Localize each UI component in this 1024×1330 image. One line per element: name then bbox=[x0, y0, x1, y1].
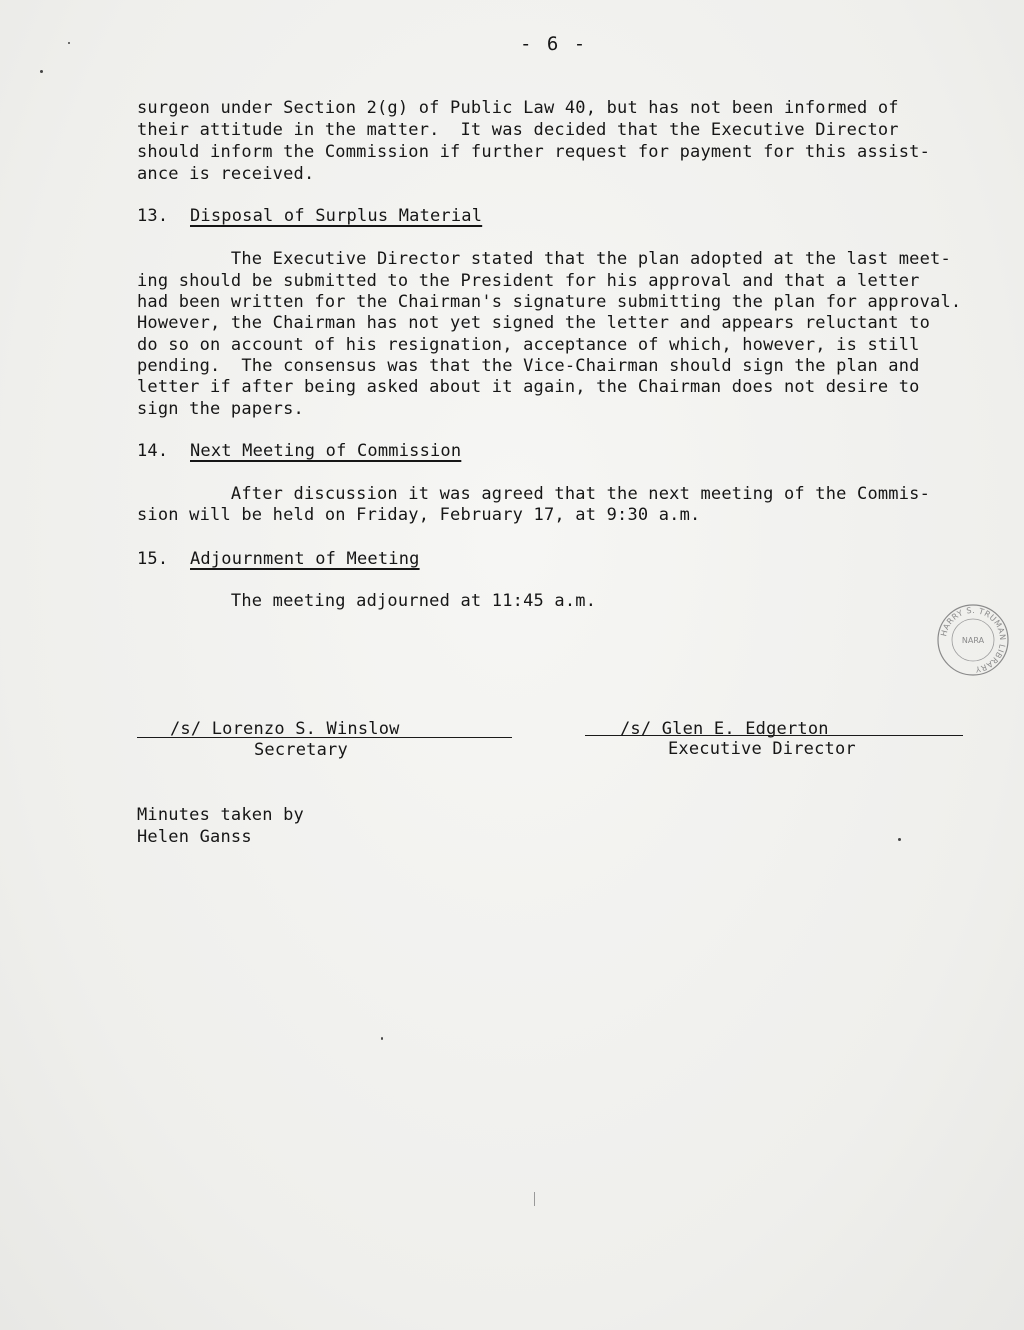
right-signature-name: /s/ Glen E. Edgerton bbox=[620, 719, 829, 739]
page-number: - 6 - bbox=[520, 33, 588, 55]
section-13-line-7: letter if after being asked about it again, the Chairman does not desire to bbox=[137, 377, 920, 397]
section-13-line-2: ing should be submitted to the President for his approval and that a letter bbox=[137, 271, 920, 291]
section-15-line-1: The meeting adjourned at 11:45 a.m. bbox=[137, 591, 597, 611]
left-signature-line bbox=[137, 737, 512, 738]
section-14-line-1: After discussion it was agreed that the next meeting of the Commis- bbox=[137, 484, 931, 504]
section-13-line-4: However, the Chairman has not yet signed the letter and appears reluctant to bbox=[137, 313, 931, 333]
left-signature-name: /s/ Lorenzo S. Winslow bbox=[170, 719, 400, 739]
section-13-line-3: had been written for the Chairman's signature submitting the plan for approval. bbox=[137, 292, 962, 312]
scan-speck bbox=[534, 1192, 535, 1206]
right-signature-line bbox=[585, 735, 963, 736]
stamp-ring-text: HARRY S. TRUMAN LIBRARY bbox=[939, 605, 1008, 674]
intro-line-2: their attitude in the matter. It was decided that the Executive Director bbox=[137, 120, 899, 140]
section-13-line-8: sign the papers. bbox=[137, 399, 304, 419]
intro-line-4: ance is received. bbox=[137, 164, 315, 184]
section-13-line-6: pending. The consensus was that the Vice-Chairman should sign the plan and bbox=[137, 356, 920, 376]
stamp-center-text: NARA bbox=[961, 636, 985, 645]
library-seal-stamp bbox=[936, 603, 1010, 677]
scan-speck bbox=[68, 42, 70, 44]
left-signature-title: Secretary bbox=[254, 740, 348, 760]
section-13-line-1: The Executive Director stated that the plan adopted at the last meet- bbox=[137, 249, 951, 269]
scan-speck bbox=[40, 70, 43, 73]
section-14-line-2: sion will be held on Friday, February 17, at 9:30 a.m. bbox=[137, 505, 701, 525]
scan-speck bbox=[381, 1037, 383, 1040]
section-15-number: 15. bbox=[137, 549, 169, 569]
section-13-title: Disposal of Surplus Material bbox=[190, 206, 483, 226]
section-14-title: Next Meeting of Commission bbox=[190, 441, 462, 461]
section-14-number: 14. bbox=[137, 441, 169, 461]
section-13-line-5: do so on account of his resignation, acceptance of which, however, is still bbox=[137, 335, 920, 355]
section-15-title: Adjournment of Meeting bbox=[190, 549, 420, 569]
minutes-taken-line-2: Helen Ganss bbox=[137, 827, 252, 847]
minutes-taken-line-1: Minutes taken by bbox=[137, 805, 304, 825]
section-13-number: 13. bbox=[137, 206, 169, 226]
right-signature-title: Executive Director bbox=[668, 739, 856, 759]
intro-line-3: should inform the Commission if further request for payment for this assist- bbox=[137, 142, 931, 162]
intro-line-1: surgeon under Section 2(g) of Public Law 40, but has not been informed of bbox=[137, 98, 899, 118]
scan-speck bbox=[898, 838, 901, 841]
